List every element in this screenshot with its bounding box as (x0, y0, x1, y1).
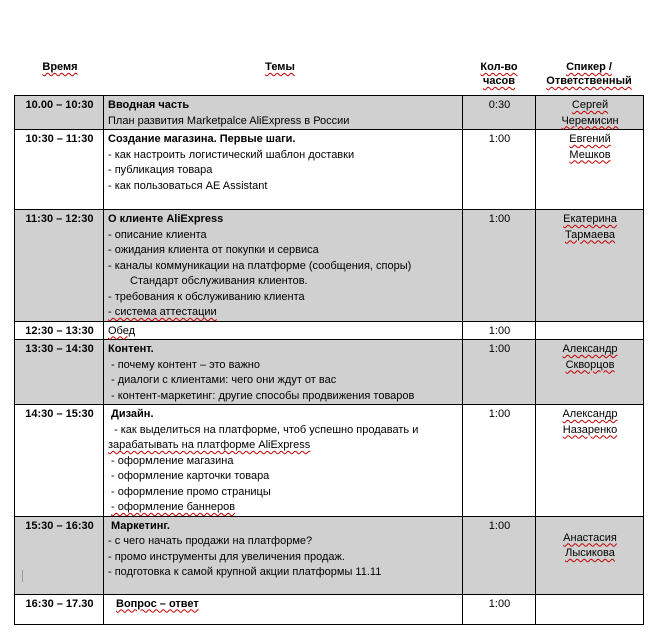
row-speaker (536, 340, 644, 405)
row-time: 12:30 – 13:30 (15, 321, 104, 340)
row-duration: 1:00 (463, 130, 536, 210)
row-topic-line: - как выделиться на платформе, чтоб успешно продавать и (114, 423, 419, 436)
header-duration-line2: часов (482, 75, 516, 87)
text-cursor-marker (22, 570, 23, 582)
row-time: 14:30 – 15:30 (15, 405, 104, 517)
table-row (15, 405, 644, 517)
row-duration: 1:00 (463, 321, 536, 340)
row-topic-line: - описание клиента (108, 228, 207, 241)
speaker-last-name: Скворцов (565, 358, 615, 371)
row-topics (104, 594, 463, 624)
row-title (108, 212, 459, 228)
speaker-last-name: Тармаева (564, 228, 616, 241)
header-topics (240, 60, 320, 74)
row-duration: 1:00 (463, 340, 536, 405)
header-speaker (536, 60, 642, 88)
table-row (15, 321, 644, 340)
speaker-first-name: Сергей (571, 99, 609, 111)
row-duration: 0:30 (463, 96, 536, 130)
speaker-last-name: Назаренко (562, 423, 618, 436)
row-speaker (536, 130, 644, 210)
row-time: 13:30 – 14:30 (15, 340, 104, 405)
row-duration: 1:00 (463, 516, 536, 594)
row-title: Создание магазина. Первые шаги. (108, 133, 296, 145)
row-topic-line: - оформление магазина (111, 454, 234, 467)
row-duration: 1:00 (463, 594, 536, 624)
row-duration: 1:00 (463, 210, 536, 322)
row-topic-line: - оформление промо страницы (111, 485, 271, 498)
schedule-table (14, 95, 644, 625)
row-speaker (536, 405, 644, 517)
row-topics (104, 321, 463, 340)
row-topics (104, 340, 463, 405)
row-speaker (536, 96, 644, 130)
header-duration-line1: Кол-во (480, 61, 518, 73)
row-topic-line: - публикация товара (108, 164, 213, 176)
speaker-first-name: Евгений (569, 133, 611, 145)
table-row (15, 210, 644, 322)
row-title-text: О клиенте AliExpress (108, 213, 224, 225)
row-time: 10.00 – 10:30 (15, 96, 104, 130)
row-topic-line: - контент-маркетинг: другие способы продвижения товаров (111, 389, 415, 402)
table-row (15, 516, 644, 594)
row-time: 10:30 – 11:30 (15, 130, 104, 210)
row-topic-line: План развития Marketpalce AliExpress в России (108, 114, 350, 127)
row-topic-line: - диалоги с клиентами: чего они ждут от вас (111, 374, 337, 386)
row-topic-line: - с чего начать продажи на платформе? (108, 535, 313, 547)
row-topic-line: - как пользоваться AE Assistant (108, 179, 268, 192)
row-time: 15:30 – 16:30 (15, 516, 104, 594)
header-time-label: Время (42, 61, 78, 73)
row-speaker (536, 321, 644, 340)
row-speaker (536, 210, 644, 322)
speaker-last-name: Мешков (569, 148, 611, 161)
table-row (15, 594, 644, 624)
row-topic-line: - почему контент – это важно (111, 358, 260, 371)
row-topic-line: Стандарт обслуживания клиентов. (130, 275, 308, 287)
row-time: 11:30 – 12:30 (15, 210, 104, 322)
row-speaker (536, 594, 644, 624)
row-title: Вопрос – ответ (116, 597, 199, 610)
row-topics (104, 210, 463, 322)
row-topic-line: зарабатывать на платформе AliExpress (108, 439, 311, 451)
row-topic-line: - промо инструменты для увеличения продаж. (108, 550, 345, 563)
row-topic-line: - каналы коммуникации на платформе (сообщения, споры) (108, 259, 412, 272)
header-time (30, 60, 90, 74)
row-topics (104, 516, 463, 594)
row-title: Маркетинг. (111, 519, 170, 532)
header-speaker-line1: Спикер / (566, 61, 612, 73)
table-row (15, 130, 644, 210)
row-topic-line: - ожидания клиента от покупки и сервиса (108, 244, 319, 256)
speaker-last-name: Лысикова (565, 547, 615, 559)
row-title: Вводная часть (108, 99, 190, 111)
row-topic-line: - оформление баннеров (111, 501, 236, 513)
row-title: Контент. (108, 343, 154, 355)
row-topics (104, 96, 463, 130)
row-speaker (536, 516, 644, 594)
row-topic-line: - система аттестации (108, 306, 217, 318)
speaker-first-name: Александр (562, 343, 618, 355)
speaker-first-name: Екатерина (563, 213, 617, 225)
speaker-first-name: Анастасия (563, 531, 617, 544)
row-topic-line: - подготовка к самой крупной акции платформы 11.11 (108, 566, 382, 578)
speaker-first-name: Александр (562, 408, 618, 420)
row-title: Обед (108, 324, 136, 337)
header-topics-label: Темы (265, 61, 295, 73)
header-duration (468, 60, 530, 88)
row-topic-line: - требования к обслуживанию клиента (108, 290, 305, 303)
table-row (15, 340, 644, 405)
header-speaker-line2: Ответственный (546, 75, 632, 87)
row-topic-line: - оформление карточки товара (111, 470, 270, 482)
table-row (15, 96, 644, 130)
row-time: 16:30 – 17.30 (15, 594, 104, 624)
row-topics (104, 405, 463, 517)
speaker-last-name: Черемисин (561, 114, 619, 127)
row-title: Дизайн. (111, 408, 154, 420)
row-duration: 1:00 (463, 405, 536, 517)
row-topic-line: - как настроить логистический шаблон доставки (108, 148, 355, 161)
row-topics (104, 130, 463, 210)
